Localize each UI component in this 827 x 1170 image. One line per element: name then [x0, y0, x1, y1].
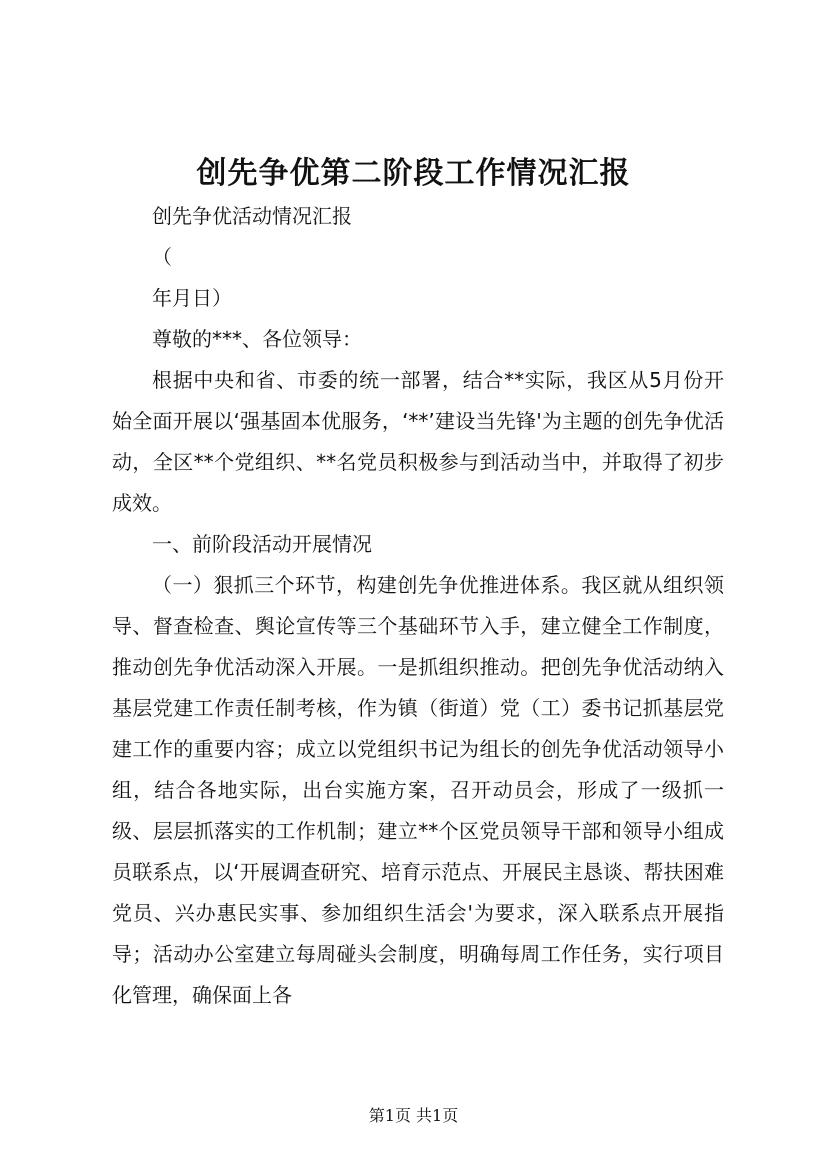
document-body: [112, 196, 724, 1016]
page-footer: 第1页 共1页: [368, 1106, 459, 1125]
intro-paragraph: 根据中央和省、市委的统一部署，结合**实际，我区从5月份开始全面开展以‘强基固本优服务，‘**’建设当先锋'为主题的创先争优活动，全区**个党组织、**名党员积极参与到活动当中，并取得了初步成效。: [112, 368, 724, 515]
section-1-paragraph: （一）狠抓三个环节，构建创先争优推进体系。我区就从组织领导、督查检查、舆论宣传等三个基础环节入手，建立健全工作制度，推动创先争优活动深入开展。一是抓组织推动。把创先争优活动纳入基层党建工作责任制考核，作为镇（街道）党（工）委书记抓基层党建工作的重要内容；成立以党组织书记为组长的创先争优活动领导小组，结合各地实际，出台实施方案，召开动员会，形成了一级抓一级、层层抓落实的工作机制；建立**个区党员领导干部和领导小组成员联系点，以‘开展调查研究、培育示范点、开展民主恳谈、帮扶困难党员、兴办惠民实事、参加组织生活会'为要求，深入联系点开展指导；活动办公室建立每周碰头会制度，明确每周工作任务，实行项目化管理，确保面上各: [112, 573, 724, 1007]
report-subtitle: 创先争优活动情况汇报: [152, 204, 352, 228]
salutation: 尊敬的***、各位领导：: [152, 327, 362, 351]
date-open-paren: （: [152, 245, 172, 269]
date-line: 年月日）: [152, 286, 232, 310]
document-title: 创先争优第二阶段工作情况汇报: [196, 156, 631, 191]
section-heading-1: 一、前阶段活动开展情况: [152, 532, 372, 556]
